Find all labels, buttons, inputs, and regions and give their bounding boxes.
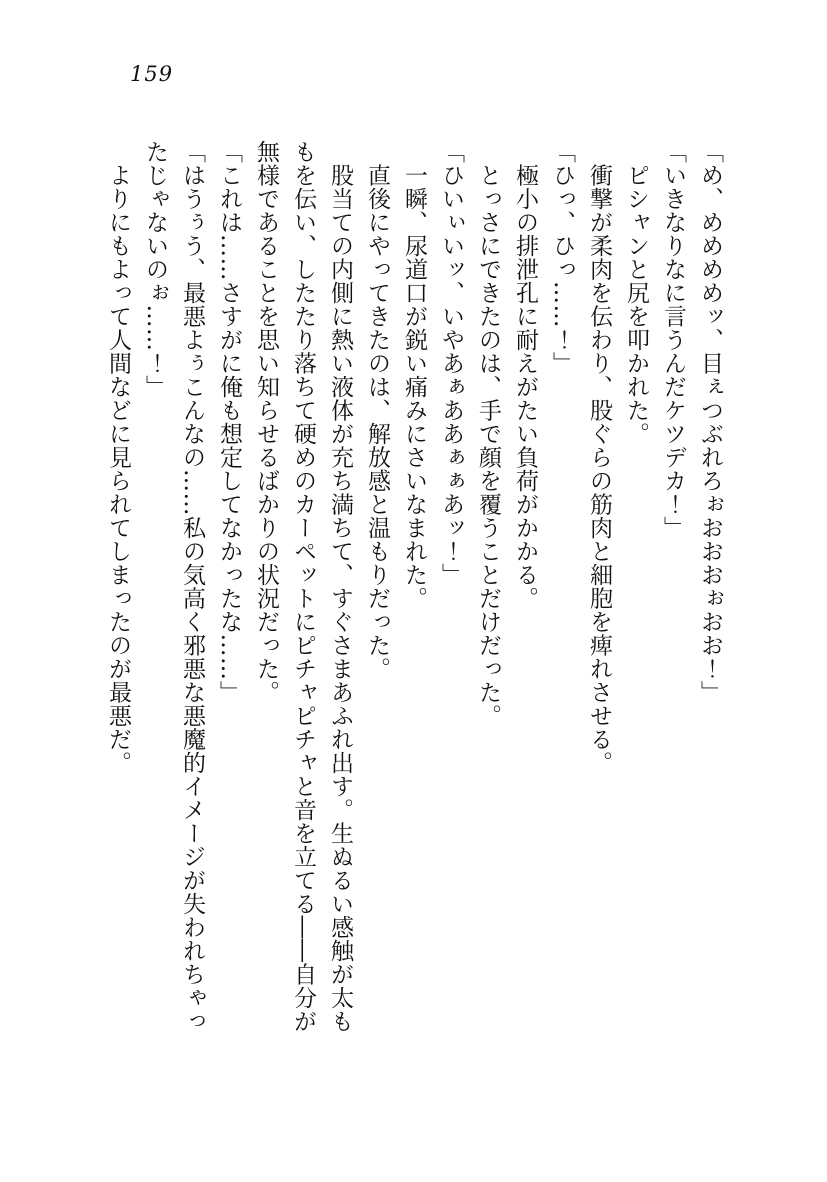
text-line: 「はうぅう、最悪よぅこんなの……私の気高く邪悪な悪魔的イメージが失われちゃっ: [179, 140, 205, 1033]
text-line: よりにもよって人間などに見られてしまったのが最悪だ。: [105, 140, 131, 775]
text-line: 股当ての内側に熱い液体が充ち満ちて、すぐさまあふれ出す。生ぬるい感触が太も: [327, 140, 353, 1033]
text-line: たじゃないのぉ……！」: [142, 140, 168, 399]
text-line: 極小の排泄孔に耐えがたい負荷がかかる。: [512, 140, 538, 610]
text-line: 「ひいぃいッ、いやあぁああぁぁあッ！」: [438, 140, 464, 587]
text-line: 無様であることを思い知らせるばかりの状況だった。: [253, 140, 279, 704]
text-line: 直後にやってきたのは、解放感と温もりだった。: [364, 140, 390, 681]
text-line: とっさにできたのは、手で顔を覆うことだけだった。: [475, 140, 501, 728]
text-block: [99, 140, 728, 1100]
text-line: 「ひっ、ひっ……！」: [549, 140, 575, 375]
text-line: 「め、めめめめッ、目ぇつぶれろぉおおおぉおお！」: [697, 140, 723, 704]
text-line: 衝撃が柔肉を伝わり、股ぐらの筋肉と細胞を痺れさせる。: [586, 140, 612, 775]
text-line: 「これは……さすがに俺も想定してなかったな……」: [216, 140, 242, 704]
text-line: ピシャンと尻を叩かれた。: [623, 140, 649, 446]
text-line: 一瞬、尿道口が鋭い痛みにさいなまれた。: [401, 140, 427, 610]
page-number: 159: [130, 62, 174, 86]
text-line: 「いきなりなに言うんだケツデカ！」: [660, 140, 686, 540]
text-line: もを伝い、したたり落ちて硬めのカーペットにピチャピチャと音を立てる――自分が: [290, 140, 316, 1033]
